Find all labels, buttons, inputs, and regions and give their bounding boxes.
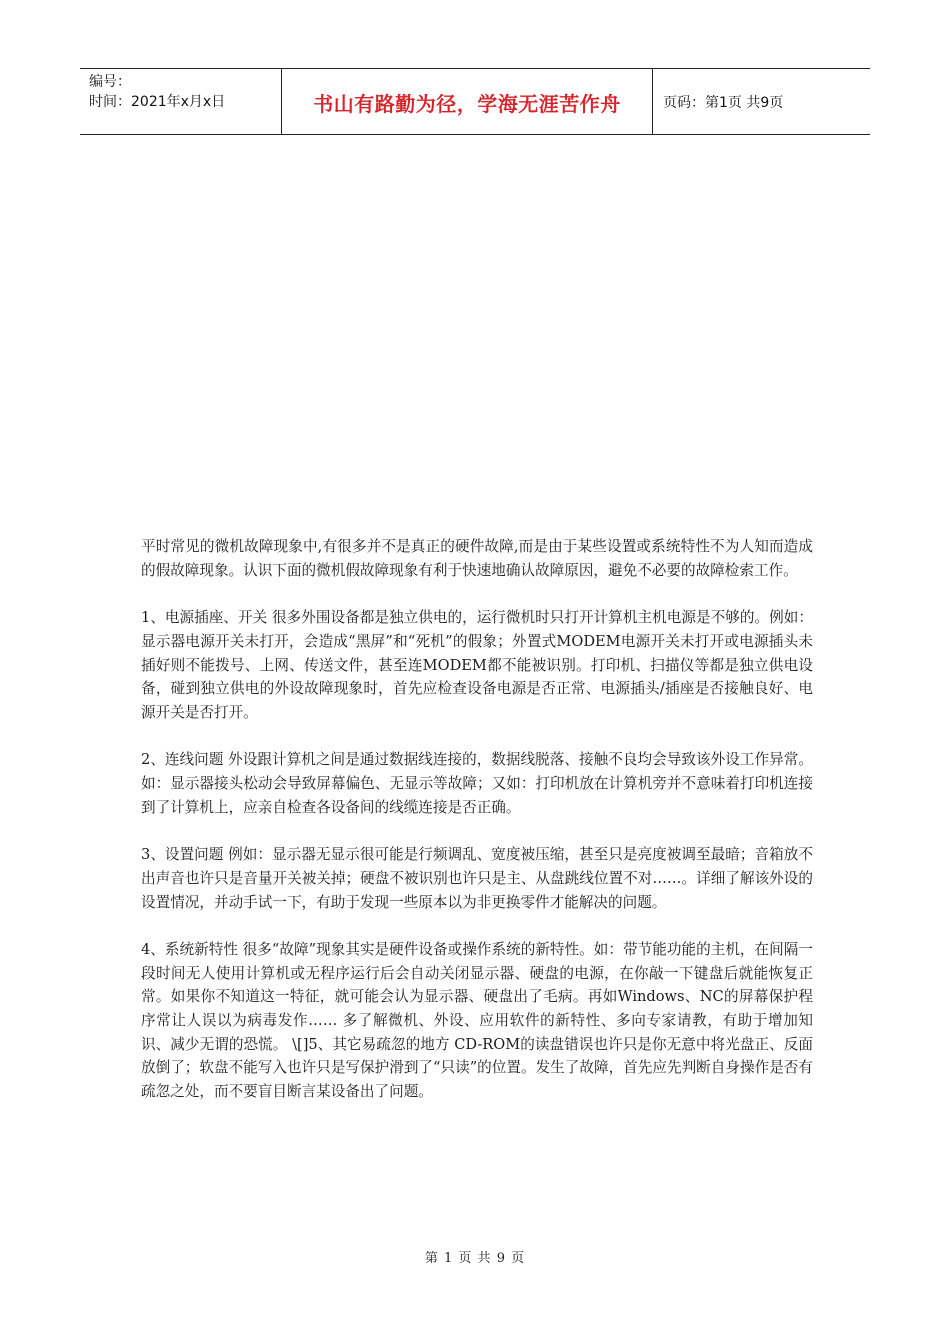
- paragraph-system-features: 4、系统新特性 很多“故障”现象其实是硬件设备或操作系统的新特性。如：带节能功能的主机，在间隔一段时间无人使用计算机或无程序运行后会自动关闭显示器、硬盘的电源，在你敲一下键盘后就能恢复正常。如果你不知道这一特征，就可能会认为显示器、硬盘出了毛病。再如Windows、NC的屏幕保护程序常让人误以为病毒发作…… 多了解微机、外设、应用软件的新特性、多向专家请教，有助于增加知识、减少无谓的恐慌。 \[]5、其它易疏忽的地方 CD-ROM的读盘错误也许只是你无意中将光盘正、反面放倒了；软盘不能写入也许只是写保护滑到了“只读”的位置。发生了故障，首先应先判断自身操作是否有疏忽之处，而不要盲目断言某设备出了问题。: [141, 940, 813, 1101]
- document-header: [80, 68, 870, 135]
- document-body: [141, 535, 813, 1104]
- paragraph-intro: 平时常见的微机故障现象中,有很多并不是真正的硬件故障,而是由于某些设置或系统特性不为人知而造成的假故障现象。认识下面的微机假故障现象有利于快速地确认故障原因，避免不必要的故障检索工作。: [141, 538, 813, 579]
- paragraph-power: 1、电源插座、开关 很多外围设备都是独立供电的，运行微机时只打开计算机主机电源是不够的。例如：显示器电源开关未打开，会造成“黑屏”和“死机”的假象；外置式MODEM电源开关未打开或电源插头未插好则不能拨号、上网、传送文件，甚至连MODEM都不能被识别。打印机、扫描仪等都是独立供电设备，碰到独立供电的外设故障现象时，首先应检查设备电源是否正常、电源插头/插座是否接触良好、电源开关是否打开。: [141, 609, 813, 721]
- serial-number-label: 编号：: [89, 74, 131, 90]
- paragraph-cables: 2、连线问题 外设跟计算机之间是通过数据线连接的，数据线脱落、接触不良均会导致该外设工作异常。如：显示器接头松动会导致屏幕偏色、无显示等故障；又如：打印机放在计算机旁并不意味着打印机连接到了计算机上，应亲自检查各设备间的线缆连接是否正确。: [141, 751, 813, 816]
- header-meta: [80, 69, 282, 134]
- page-footer: 第 1 页 共 9 页: [424, 1251, 526, 1266]
- date-label: 时间：2021年x月x日: [89, 94, 226, 110]
- paragraph-settings: 3、设置问题 例如：显示器无显示很可能是行频调乱、宽度被压缩，甚至只是亮度被调至最暗；音箱放不出声音也许只是音量开关被关掉；硬盘不被识别也许只是主、从盘跳线位置不对……。详细了解该外设的设置情况，并动手试一下，有助于发现一些原本以为非更换零件才能解决的问题。: [141, 846, 813, 911]
- header-page-code: 页码：第1页 共9页: [663, 94, 784, 111]
- header-motto: 书山有路勤为径，学海无涯苦作舟: [282, 69, 653, 134]
